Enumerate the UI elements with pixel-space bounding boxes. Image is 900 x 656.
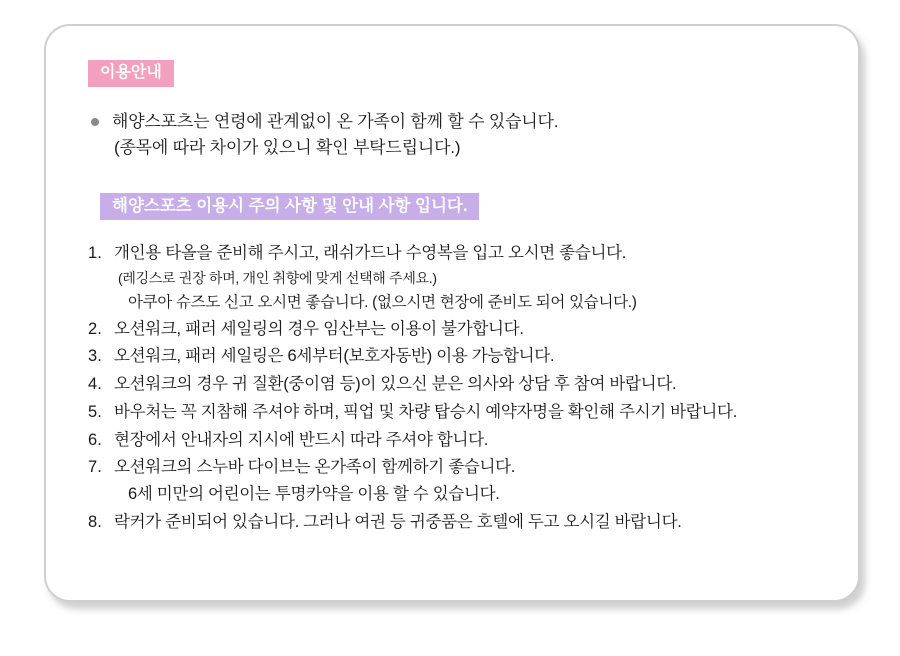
notice-sub: (레깅스로 권장 하며, 개인 취향에 맞게 선택해 주세요.) xyxy=(118,270,437,287)
notice-main: 바우처는 꼭 지참해 주셔야 하며, 픽업 및 차량 탑승시 예약자명을 확인해 주시기 바랍니다. xyxy=(114,402,737,421)
intro-block xyxy=(88,109,830,162)
notice-main: 현장에서 안내자의 지시에 반드시 따라 주셔야 합니다. xyxy=(114,430,489,449)
notice-main: 오션워크의 스누바 다이브는 온가족이 함께하기 좋습니다. xyxy=(114,458,516,477)
section-badge: 이용안내 xyxy=(88,60,174,87)
notice-main: 오션워크의 경우 귀 질환(중이염 등)이 있으신 분은 의사와 상담 후 참여 바랍니다. xyxy=(114,375,677,394)
list-item xyxy=(88,371,830,398)
list-item xyxy=(88,343,830,370)
list-item xyxy=(88,454,830,507)
bullet-dot-icon xyxy=(91,118,99,126)
info-card xyxy=(44,24,860,602)
intro-line-2: (종목에 따라 차이가 있으니 확인 부탁드립니다.) xyxy=(114,137,461,157)
notice-list xyxy=(88,240,830,535)
notice-main: 오션워크, 패러 세일링은 6세부터(보호자동반) 이용 가능합니다. xyxy=(114,347,555,366)
notice-main: 오션워크, 패러 세일링의 경우 임산부는 이용이 불가합니다. xyxy=(114,319,524,338)
list-item xyxy=(88,427,830,454)
intro-line-1: 해양스포츠는 연령에 관계없이 온 가족이 함께 할 수 있습니다. xyxy=(112,111,559,131)
notice-badge-wrap xyxy=(88,193,830,220)
notice-cont: 6세 미만의 어린이는 투명카약을 이용 할 수 있습니다. xyxy=(128,484,500,503)
notice-badge: 해양스포츠 이용시 주의 사항 및 안내 사항 입니다. xyxy=(100,193,479,220)
card-content xyxy=(88,60,830,536)
notice-main: 락커가 준비되어 있습니다. 그러나 여권 등 귀중품은 호텔에 두고 오시길 바랍니다. xyxy=(114,512,682,531)
list-item xyxy=(88,316,830,343)
list-item xyxy=(88,399,830,426)
notice-sub2: 아쿠아 슈즈도 신고 오시면 좋습니다. (없으시면 현장에 준비도 되어 있습니다.) xyxy=(128,293,637,311)
list-item xyxy=(88,509,830,536)
notice-main: 개인용 타올을 준비해 주시고, 래쉬가드나 수영복을 입고 오시면 좋습니다. xyxy=(114,244,627,263)
list-item xyxy=(88,240,830,314)
